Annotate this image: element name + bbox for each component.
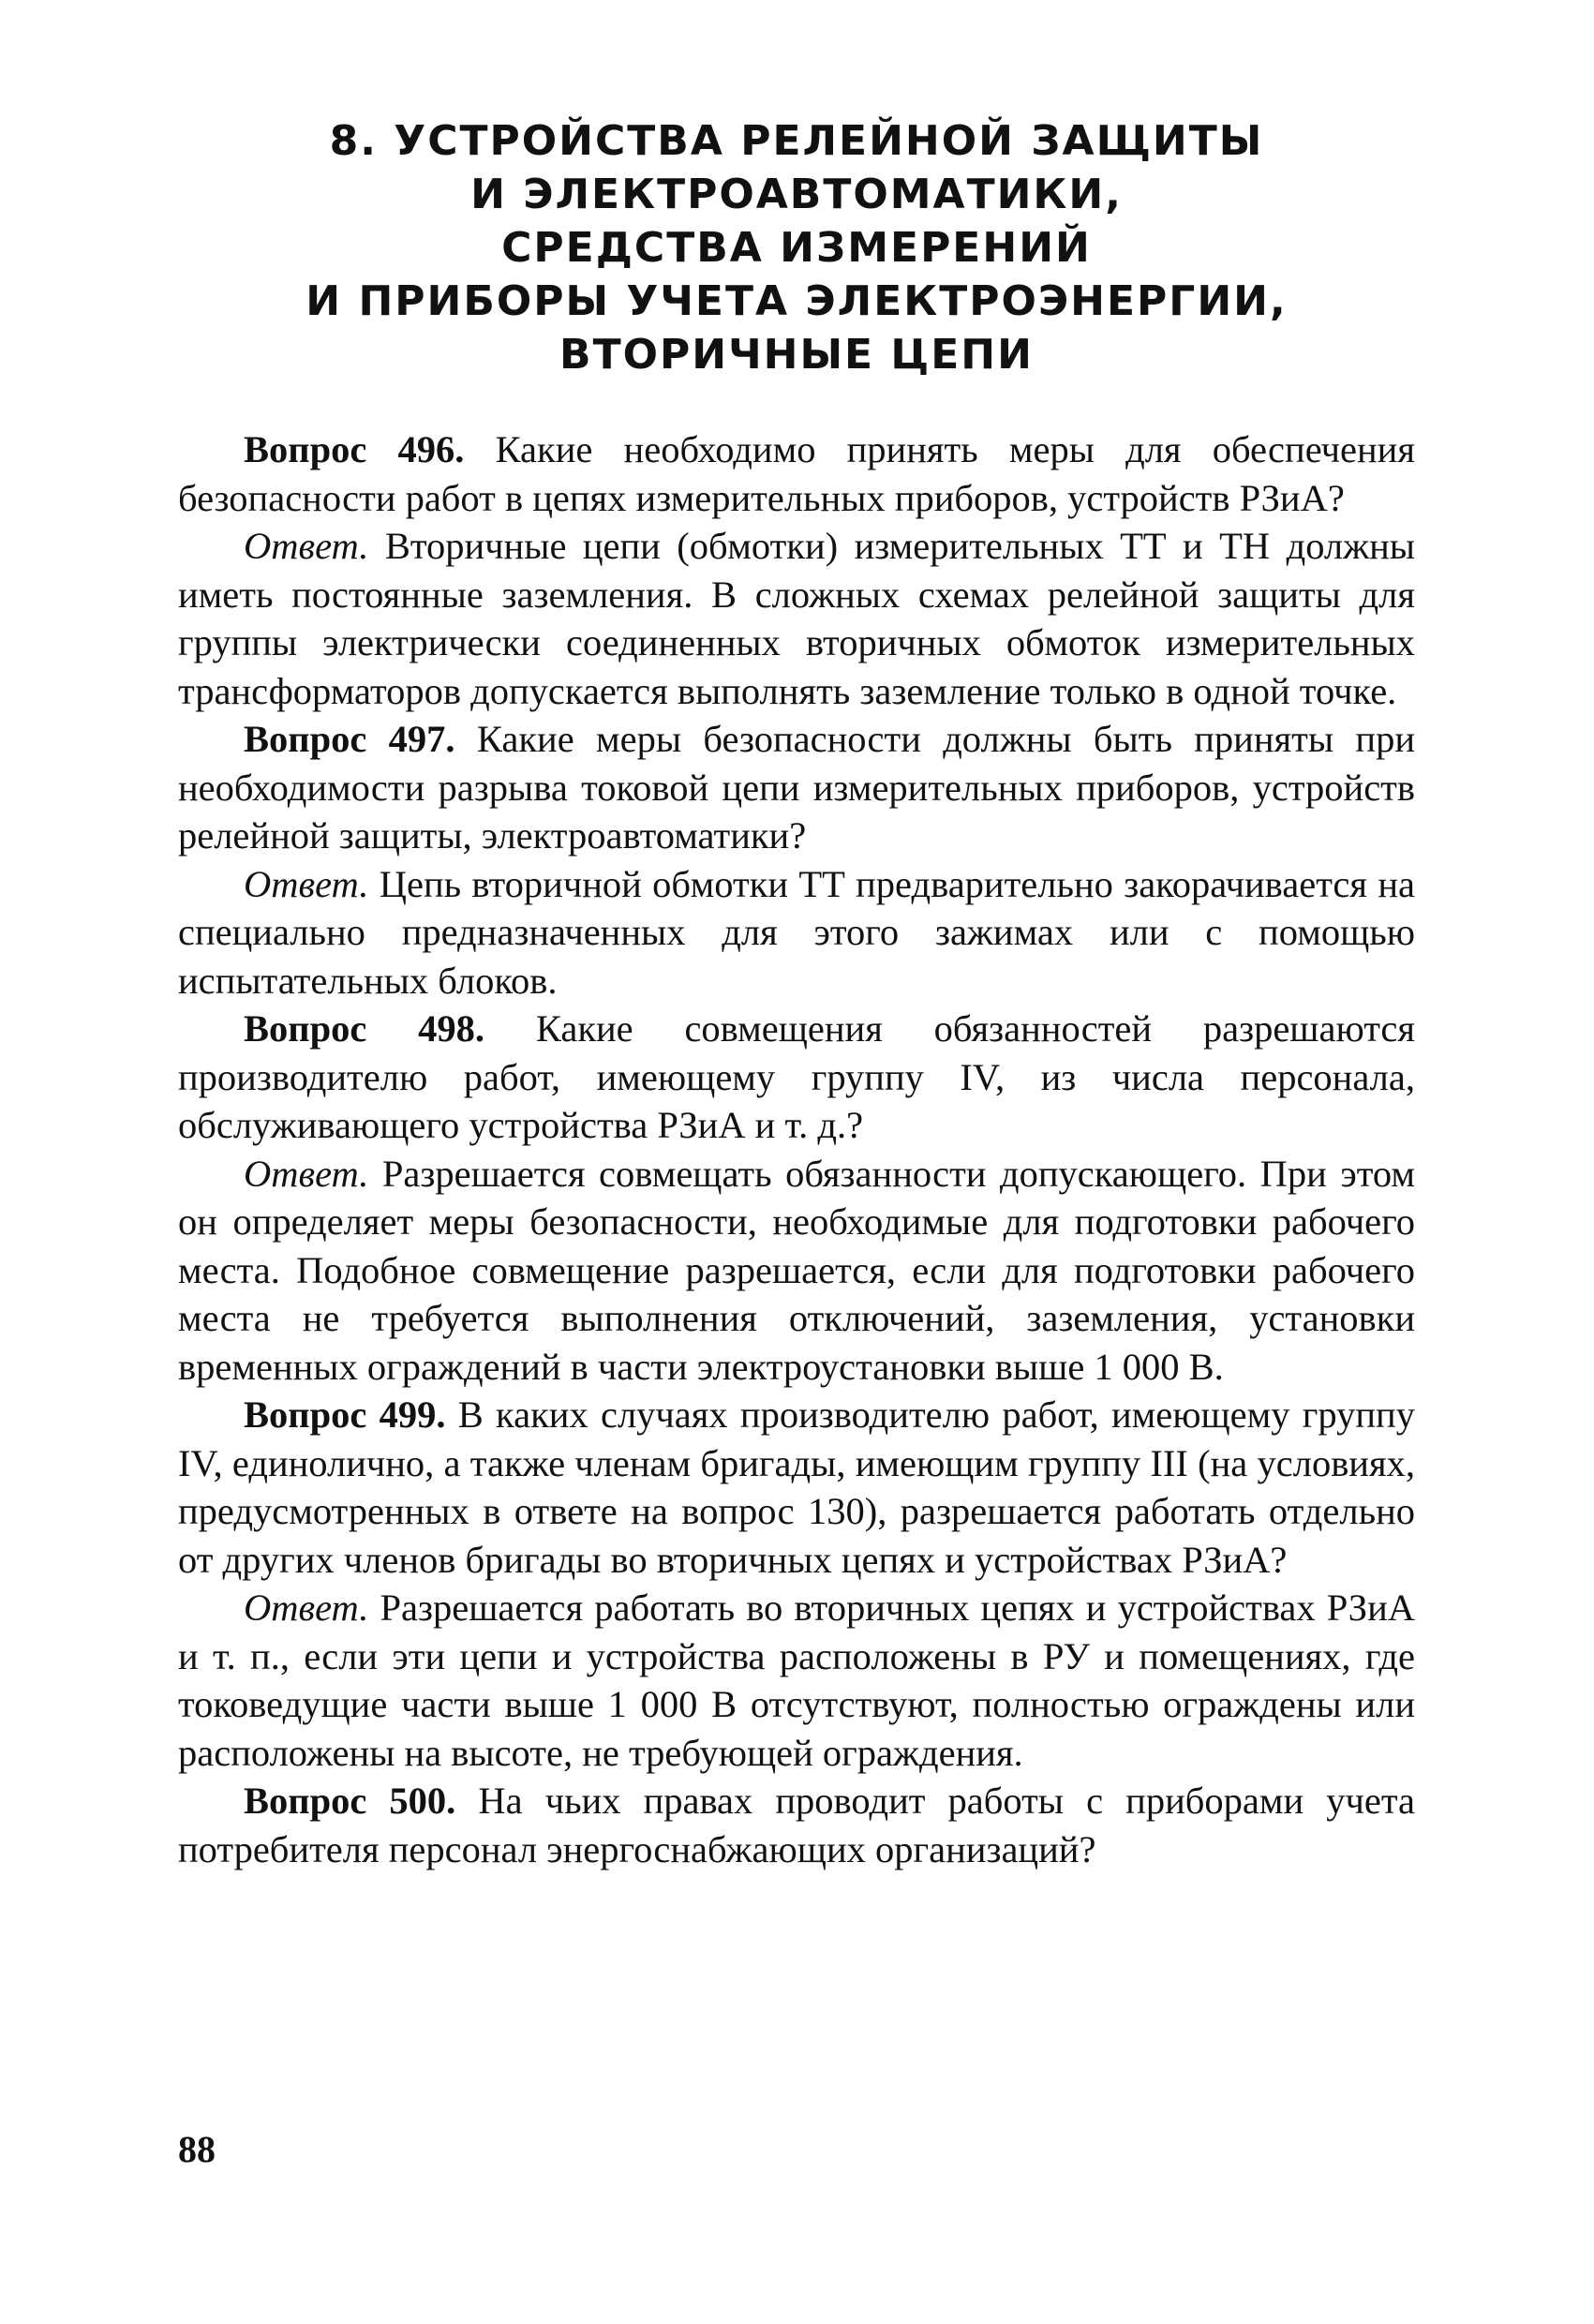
answer-497 xyxy=(178,860,1415,1006)
question-label: Вопрос 497. xyxy=(244,718,455,760)
chapter-title xyxy=(141,114,1452,381)
question-label: Вопрос 498. xyxy=(244,1007,485,1050)
chapter-title-line: И ПРИБОРЫ УЧЕТА ЭЛЕКТРОЭНЕРГИИ, xyxy=(305,277,1288,325)
question-text: Какие меры безопасности должны быть приняты при необходимости разрыва токовой цепи измерительных приборов, устройств релейной защиты, электроавтоматики? xyxy=(178,718,1415,857)
question-text: В каких случаях производителю работ, имеющему группу IV, единолично, а также членам бригады, имеющим группу III (на условиях, предусмотренных в ответе на вопрос 130), разрешается работать отдельно от других членов бригады во вторичных цепях и устройствах РЗиА? xyxy=(178,1393,1415,1581)
body-text xyxy=(178,425,1415,1873)
answer-text: Вторичные цепи (обмотки) измерительных ТТ и ТН должны иметь постоянные заземления. В сложных схемах релейной защиты для группы электрически соединенных вторичных обмоток измерительных трансформаторов допускается выполнять заземление только в одной точке. xyxy=(178,525,1415,712)
answer-496 xyxy=(178,522,1415,715)
question-text: Какие необходимо принять меры для обеспечения безопасности работ в цепях измерительных приборов, устройств РЗиА? xyxy=(178,428,1415,519)
question-text: На чьих правах проводит работы с приборами учета потребителя персонал энергоснабжающих организаций? xyxy=(178,1780,1415,1870)
answer-text: Цепь вторичной обмотки ТТ предварительно закорачивается на специально предназначенных для этого зажимах или с помощью испытательных блоков. xyxy=(178,862,1415,1002)
answer-498 xyxy=(178,1150,1415,1392)
question-499 xyxy=(178,1391,1415,1584)
chapter-title-line: 8. УСТРОЙСТВА РЕЛЕЙНОЙ ЗАЩИТЫ xyxy=(329,117,1264,165)
page-number: 88 xyxy=(178,2128,216,2170)
chapter-title-line: И ЭЛЕКТРОАВТОМАТИКИ, xyxy=(470,171,1123,218)
question-498 xyxy=(178,1005,1415,1150)
answer-label: Ответ. xyxy=(244,525,369,567)
answer-label: Ответ. xyxy=(244,1152,369,1195)
chapter-title-line: ВТОРИЧНЫЕ ЦЕПИ xyxy=(559,331,1034,379)
question-label: Вопрос 496. xyxy=(244,428,465,470)
answer-text: Разрешается совмещать обязанности допускающего. При этом он определяет меры безопасности, необходимые для подготовки рабочего места. Подобное совмещение разрешается, если для подготовки рабочего места не требуется выполнения отключений, заземления, установки временных ограждений в части электроустановки выше 1 000 В. xyxy=(178,1152,1415,1388)
answer-label: Ответ. xyxy=(244,1587,369,1629)
question-text: Какие совмещения обязанностей разрешаются производителю работ, имеющему группу IV, из числа персонала, обслуживающего устройства РЗиА и т. д.? xyxy=(178,1007,1415,1146)
answer-text: Разрешается работать во вторичных цепях и устройствах РЗиА и т. п., если эти цепи и устройства расположены в РУ и помещениях, где токоведущие части выше 1 000 В отсутствуют, полностью ограждены или расположены на высоте, не требующей ограждения. xyxy=(178,1587,1415,1774)
question-497 xyxy=(178,715,1415,860)
chapter-title-line: СРЕДСТВА ИЗМЕРЕНИЙ xyxy=(501,224,1092,272)
question-496 xyxy=(178,425,1415,522)
question-500 xyxy=(178,1777,1415,1873)
question-label: Вопрос 500. xyxy=(244,1780,456,1822)
answer-label: Ответ. xyxy=(244,862,369,905)
answer-499 xyxy=(178,1584,1415,1777)
question-label: Вопрос 499. xyxy=(244,1393,446,1436)
